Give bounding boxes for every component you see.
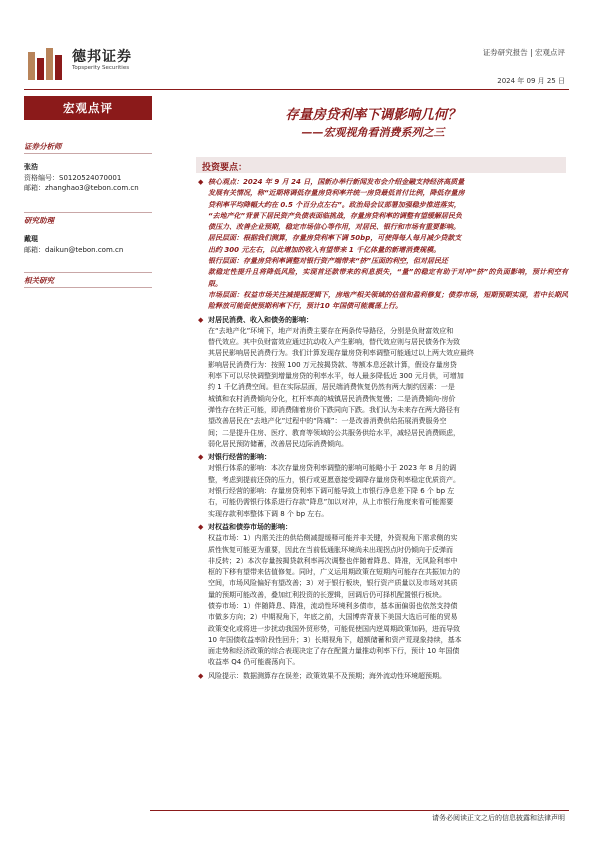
body-line: 城镇和农村消费倾向分化，杠杆率高的城镇居民消费恢复慢；二是消费倾向-房价 [208, 394, 456, 403]
body-line: 银行层面：存量房贷利率调整对银行资产端带来“挤”压面的利空，但对居民还 [208, 257, 449, 266]
investment-points-header [196, 157, 566, 173]
sec2-block [198, 452, 568, 463]
investment-points-title: 投资要点： [202, 163, 248, 173]
sec2-text [198, 463, 568, 519]
body-line: 贷利率平均降幅大约在 0.5 个百分点左右”。政治局会议部署加强稳步推进落实， [208, 200, 461, 209]
category-badge: 宏观点评 [24, 96, 152, 120]
body-line: 市做多方向；2）中期视角下，年底之前，大国博弈背景下美国大选后可能的贸易 [208, 613, 458, 622]
body-line: 对银行经营的影响：存量房贷利率下调可能导致上市银行净息差下降 6 个 bp 左 [208, 487, 455, 496]
sec1-block [198, 315, 568, 326]
analyst-heading-text: 证券分析师 [24, 142, 62, 151]
bullet-icon: ◆ [198, 178, 204, 186]
analyst-info [24, 162, 164, 194]
body-line: 政策变化或将进一步扰动我国外贸形势，可能促使国内逆周期政策加码，进而导致 [208, 624, 460, 633]
divider [24, 212, 152, 213]
body-line: 替代效应。其中负财富效应通过抗动收入产生影响，替代效应则与居民债务作为致 [208, 338, 460, 347]
body-line: 约 1 千亿消费空间。但在实际层面，居民端消费恢复仍然有两大制约因素：一是 [208, 383, 455, 392]
sec2-heading: 对银行经营的影响： [208, 453, 271, 462]
body-line: 债券市场：1）伴随降息、降准，流动性环境利多债市，基本面偏弱也依然支持债 [208, 601, 458, 610]
body-line: 望改善居民在“去地产化”过程中的“阵痛”：一是改善消费供给拓展消费服务空 [208, 417, 447, 426]
bullet-icon: ◆ [198, 315, 204, 324]
brand-logo [24, 40, 154, 80]
body-line: 其居民影响居民消费行为。我们计算发现存量房贷利率调整可能通过以上两大效应最终 [208, 349, 474, 358]
summary-text [208, 177, 568, 313]
body-line: 面走势和经济政策的综合表现决定了存在配置力量推动利率下行，预计 10 年国债 [208, 647, 460, 656]
report-type: 证券研究报告 | 宏观点评 [482, 48, 565, 57]
body-line: 出约 300 元左右，以此增加的收入有望带来 1 千亿体量的新增消费规模。 [208, 245, 441, 254]
risk-block [198, 671, 568, 682]
body-line: 间；二是提升住房、医疗、教育等领域的公共服务供给水平，减轻居民消费顾虑， [208, 428, 460, 437]
body-line: 对银行体系的影响：本次存量房贷利率调整的影响可能略小于 2023 年 8 月的调 [208, 464, 457, 473]
body-line: 非反转；2）本次存量按揭贷款利率再次调整也伴随着降息、降准，无风险利率中 [208, 556, 458, 565]
body-line: 枢的下移有望带来估值修复。同时，广义运用期政策在短期内可能存在共振加力的 [208, 568, 460, 577]
body-line: 右，可能仍需银行体系进行存款“降息”加以对冲，从上市银行角度来看可能需要 [208, 498, 454, 507]
header-divider [24, 89, 569, 90]
assistant-heading-text: 研究助理 [24, 216, 54, 225]
divider [24, 153, 152, 154]
bullet-icon: ◆ [198, 453, 204, 462]
sec3-text [198, 533, 568, 669]
sec3-heading: 对权益和债券市场的影响： [208, 522, 292, 531]
body-line: 权益市场：1）内需关注的供给侧减提缓释可能并非关键，外资视角下需求侧的实 [208, 534, 458, 543]
related-section-heading [24, 275, 152, 286]
summary-block [198, 177, 568, 313]
brand-name: 德邦证券 [72, 49, 132, 65]
body-line: 实现存款利率整体下调 8 个 bp 左右。 [208, 509, 329, 518]
assistant-info [24, 234, 164, 255]
sec3-block [198, 522, 568, 533]
divider [24, 287, 152, 288]
report-subtitle: ——宏观视角看消费系列之三 [301, 126, 445, 139]
analyst-email[interactable]: 邮箱：zhanghao3@tebon.com.cn [24, 184, 139, 192]
report-body [198, 177, 568, 682]
body-line: 在“去地产化”环境下，地产对消费主要存在两条传导路径，分别是负财富效应和 [208, 326, 454, 335]
body-line: 整，考虑到提前还贷的压力，银行或更愿意接受调降存量房贷利率稳定优质资产。 [208, 475, 460, 484]
analyst-name: 张浩 [24, 163, 38, 171]
body-line: 款稳定性提升且将降低风险，实现首还款带来的利息损失，“量”的稳定有助于对冲“挤”的负面影响，预计利空有限。 [208, 268, 568, 288]
assistant-section-heading [24, 215, 152, 226]
analyst-section-heading [24, 141, 152, 152]
body-line: 质性恢复可能更为重要，因此在当前低通胀环境尚未出现拐点时仍倾向于反弹而 [208, 545, 453, 554]
body-line: “去地产化”背景下居民资产负债表面临挑战，存量房贷利率的调整有望缓解居民负 [208, 211, 463, 220]
report-title: 存量房贷利率下调影响几何？ [285, 107, 461, 123]
body-line: 市场层面：权益市场关注减提振逻辑下，房地产相关领域的估值和盈利修复；债券市场，短期预期实现，若中长期风险释放可能促使预期利率下行，预计10 年国债可能震荡上行。 [208, 290, 568, 311]
body-line: 核心观点：2024 年 9 月 24 日，国新办举行新闻发布会介绍金融支持经济高质量 [208, 178, 465, 186]
footer-divider [150, 810, 569, 811]
body-line: 空间，市场风险偏好有望改善；3）对于银行板块，银行资产质量以及市场对其质 [208, 579, 458, 588]
body-line: 10 年国债收益率阶段性回升；3）长期视角下，超额储蓄和资产荒现象持续，基本 [208, 635, 462, 644]
brand-logo-icon [28, 46, 64, 80]
body-line: 债压力、改善企业预期，稳定市场信心等作用，对居民、银行和市场有重要影响。 [208, 223, 460, 232]
assistant-name: 戴琨 [24, 235, 38, 243]
body-line: 利率下可以尽快调整到增量房贷的利率水平，每人最多降低近 300 元月供，可增加 [208, 372, 464, 381]
related-heading-text: 相关研究 [24, 276, 54, 285]
divider [24, 272, 152, 273]
footer-disclaimer: 请务必阅读正文之后的信息披露和法律声明 [432, 814, 565, 822]
bullet-icon: ◆ [198, 522, 204, 531]
body-line: 弹性存在转正可能，即消费随着房价下跌同向下跌。我们认为未来存在两大路径有 [208, 405, 460, 414]
body-line: 收益率 Q4 仍可能震荡向下。 [208, 658, 300, 667]
sec1-text [198, 326, 568, 450]
body-line: 量的预期可能改善，叠加红利投资的长逻辑，回调后仍可择机配置银行板块。 [208, 590, 446, 599]
analyst-cert: 资格编号：S0120524070001 [24, 173, 122, 182]
risk-text: 风险提示：数据测算存在误差；政策效果不及预期；海外流动性环境超预期。 [208, 671, 446, 680]
bullet-icon: ◆ [198, 671, 204, 680]
assistant-email[interactable]: 邮箱：daikun@tebon.com.cn [24, 245, 124, 254]
brand-name-en: Topsperity Securities [72, 65, 130, 71]
body-line: 发展有关情况，称“近期将调低存量房贷利率并统一房贷最低首付比例，降低存量房 [208, 189, 465, 198]
body-line: 弱化居民预防储蓄，改善居民边际消费倾向。 [208, 439, 348, 448]
sec1-heading: 对居民消费、收入和债务的影响： [208, 315, 313, 324]
body-line: 居民层面：根据我们测算，存量房贷利率下调 50bp，可使得每人每月减少贷款支 [208, 234, 462, 243]
body-line: 影响居民消费行为：按照 100 万元按揭贷款、等额本息还款计算，假设存量房贷 [208, 360, 457, 369]
report-date: 2024 年 09 月 25 日 [497, 77, 565, 85]
